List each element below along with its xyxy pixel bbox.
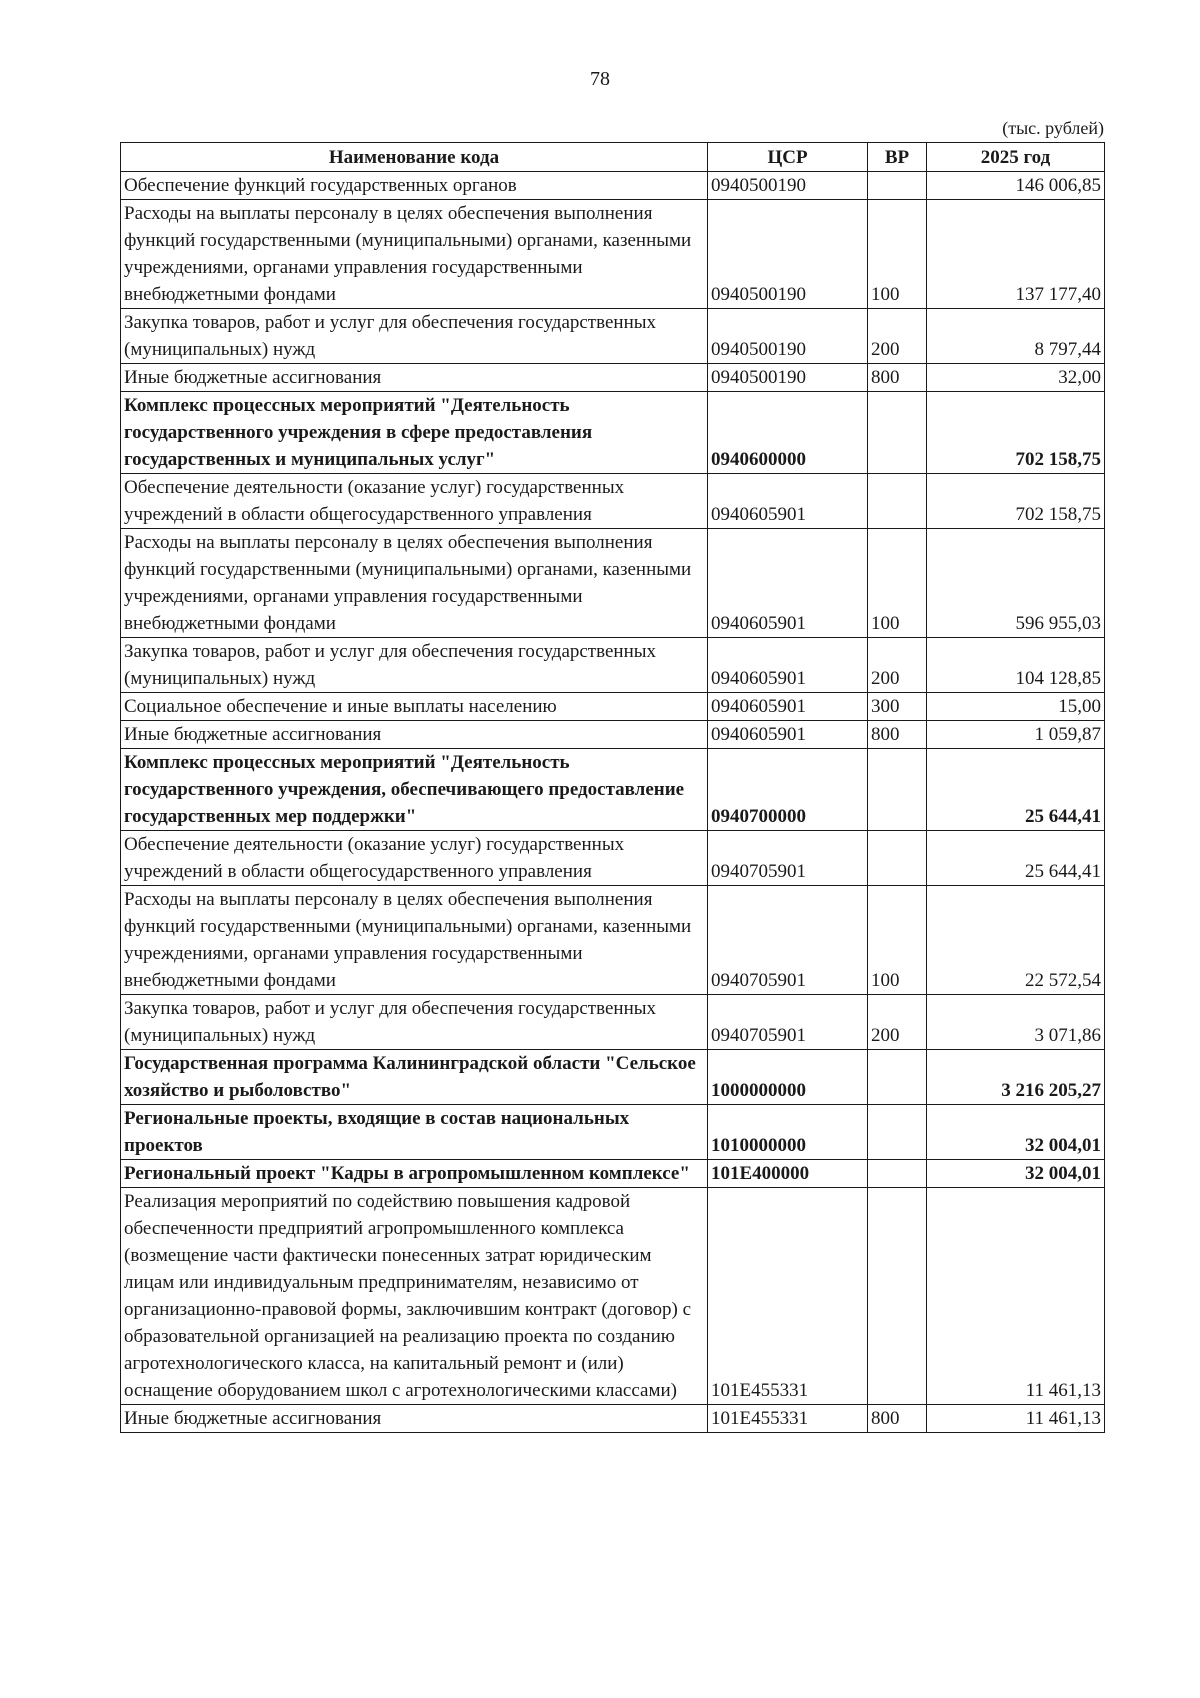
- cell-csr: 1010000000: [708, 1105, 868, 1160]
- cell-vr: [868, 474, 927, 529]
- cell-sum: 15,00: [927, 693, 1105, 721]
- cell-csr: 1000000000: [708, 1050, 868, 1105]
- table-row: [121, 638, 1105, 693]
- table-row: [121, 1188, 1105, 1405]
- cell-name: Иные бюджетные ассигнования: [121, 1405, 708, 1433]
- cell-name: Обеспечение деятельности (оказание услуг) государственных учреждений в области общегосударственного управления: [121, 831, 708, 886]
- header-vr: ВР: [868, 143, 927, 172]
- cell-name: Обеспечение деятельности (оказание услуг) государственных учреждений в области общегосударственного управления: [121, 474, 708, 529]
- cell-sum: 104 128,85: [927, 638, 1105, 693]
- cell-vr: 100: [868, 529, 927, 638]
- cell-sum: 25 644,41: [927, 831, 1105, 886]
- cell-csr: 0940605901: [708, 529, 868, 638]
- cell-vr: [868, 1050, 927, 1105]
- cell-sum: 702 158,75: [927, 392, 1105, 474]
- cell-name: Иные бюджетные ассигнования: [121, 721, 708, 749]
- cell-sum: 1 059,87: [927, 721, 1105, 749]
- cell-sum: 8 797,44: [927, 309, 1105, 364]
- header-sum: 2025 год: [927, 143, 1105, 172]
- cell-vr: [868, 831, 927, 886]
- table-row: [121, 392, 1105, 474]
- cell-csr: 0940500190: [708, 309, 868, 364]
- cell-name: Социальное обеспечение и иные выплаты населению: [121, 693, 708, 721]
- cell-sum: 3 071,86: [927, 995, 1105, 1050]
- table-row: [121, 1160, 1105, 1188]
- cell-vr: 200: [868, 309, 927, 364]
- cell-name: Комплекс процессных мероприятий "Деятельность государственного учреждения, обеспечивающего предоставление государственных мер поддержки": [121, 749, 708, 831]
- cell-sum: 25 644,41: [927, 749, 1105, 831]
- cell-vr: 800: [868, 1405, 927, 1433]
- table-row: [121, 364, 1105, 392]
- cell-sum: 11 461,13: [927, 1188, 1105, 1405]
- cell-vr: 300: [868, 693, 927, 721]
- cell-vr: 800: [868, 721, 927, 749]
- cell-name: Комплекс процессных мероприятий "Деятельность государственного учреждения в сфере предоставления государственных и муниципальных услуг": [121, 392, 708, 474]
- cell-name: Обеспечение функций государственных органов: [121, 172, 708, 200]
- cell-sum: 32 004,01: [927, 1160, 1105, 1188]
- cell-csr: 0940500190: [708, 172, 868, 200]
- cell-vr: 800: [868, 364, 927, 392]
- cell-vr: 100: [868, 200, 927, 309]
- cell-vr: [868, 392, 927, 474]
- table-header-row: [121, 143, 1105, 172]
- cell-csr: 0940705901: [708, 831, 868, 886]
- cell-vr: [868, 1105, 927, 1160]
- cell-csr: 101E400000: [708, 1160, 868, 1188]
- table-row: [121, 1105, 1105, 1160]
- units-label: (тыс. рублей): [1002, 118, 1104, 138]
- cell-name: Расходы на выплаты персоналу в целях обеспечения выполнения функций государственными (муниципальными) органами, казенными учреждениями, органами управления государственными внебюджетными фондами: [121, 529, 708, 638]
- cell-sum: 596 955,03: [927, 529, 1105, 638]
- cell-csr: 0940600000: [708, 392, 868, 474]
- cell-sum: 702 158,75: [927, 474, 1105, 529]
- cell-name: Реализация мероприятий по содействию повышения кадровой обеспеченности предприятий агропромышленного комплекса (возмещение части фактически понесенных затрат юридическим лицам или индивидуальным предпринимателям, независимо от организационно-правовой формы, заключившим контракт (договор) с образовательной организацией на реализацию проекта по созданию агротехнологического класса, на капитальный ремонт и (или) оснащение оборудованием школ с агротехнологическими классами): [121, 1188, 708, 1405]
- cell-csr: 101E455331: [708, 1188, 868, 1405]
- cell-name: Иные бюджетные ассигнования: [121, 364, 708, 392]
- cell-name: Закупка товаров, работ и услуг для обеспечения государственных (муниципальных) нужд: [121, 309, 708, 364]
- cell-sum: 146 006,85: [927, 172, 1105, 200]
- cell-csr: 0940705901: [708, 995, 868, 1050]
- table-row: [121, 1050, 1105, 1105]
- cell-csr: 0940700000: [708, 749, 868, 831]
- cell-name: Расходы на выплаты персоналу в целях обеспечения выполнения функций государственными (муниципальными) органами, казенными учреждениями, органами управления государственными внебюджетными фондами: [121, 200, 708, 309]
- cell-sum: 32 004,01: [927, 1105, 1105, 1160]
- table-body: [121, 172, 1105, 1433]
- cell-vr: [868, 1188, 927, 1405]
- table-row: [121, 474, 1105, 529]
- cell-csr: 0940605901: [708, 474, 868, 529]
- table-row: [121, 1405, 1105, 1433]
- cell-vr: [868, 172, 927, 200]
- table-row: [121, 831, 1105, 886]
- budget-table: [120, 142, 1105, 1433]
- cell-csr: 0940605901: [708, 638, 868, 693]
- cell-csr: 0940500190: [708, 200, 868, 309]
- table-row: [121, 529, 1105, 638]
- table-row: [121, 309, 1105, 364]
- cell-name: Государственная программа Калининградской области "Сельское хозяйство и рыболовство": [121, 1050, 708, 1105]
- cell-vr: [868, 1160, 927, 1188]
- cell-name: Закупка товаров, работ и услуг для обеспечения государственных (муниципальных) нужд: [121, 638, 708, 693]
- table-row: [121, 693, 1105, 721]
- cell-sum: 137 177,40: [927, 200, 1105, 309]
- cell-sum: 32,00: [927, 364, 1105, 392]
- page-number: 78: [590, 68, 610, 90]
- cell-name: Расходы на выплаты персоналу в целях обеспечения выполнения функций государственными (муниципальными) органами, казенными учреждениями, органами управления государственными внебюджетными фондами: [121, 886, 708, 995]
- table-row: [121, 200, 1105, 309]
- cell-sum: 22 572,54: [927, 886, 1105, 995]
- header-csr: ЦСР: [708, 143, 868, 172]
- cell-name: Региональный проект "Кадры в агропромышленном комплексе": [121, 1160, 708, 1188]
- table-row: [121, 995, 1105, 1050]
- cell-name: Закупка товаров, работ и услуг для обеспечения государственных (муниципальных) нужд: [121, 995, 708, 1050]
- cell-sum: 11 461,13: [927, 1405, 1105, 1433]
- cell-vr: 200: [868, 638, 927, 693]
- cell-csr: 0940605901: [708, 693, 868, 721]
- header-name: Наименование кода: [121, 143, 708, 172]
- cell-csr: 0940705901: [708, 886, 868, 995]
- cell-sum: 3 216 205,27: [927, 1050, 1105, 1105]
- table-row: [121, 172, 1105, 200]
- table-row: [121, 749, 1105, 831]
- cell-vr: [868, 749, 927, 831]
- cell-csr: 101E455331: [708, 1405, 868, 1433]
- cell-vr: 100: [868, 886, 927, 995]
- cell-csr: 0940605901: [708, 721, 868, 749]
- cell-vr: 200: [868, 995, 927, 1050]
- cell-name: Региональные проекты, входящие в состав национальных проектов: [121, 1105, 708, 1160]
- table-row: [121, 721, 1105, 749]
- table-row: [121, 886, 1105, 995]
- cell-csr: 0940500190: [708, 364, 868, 392]
